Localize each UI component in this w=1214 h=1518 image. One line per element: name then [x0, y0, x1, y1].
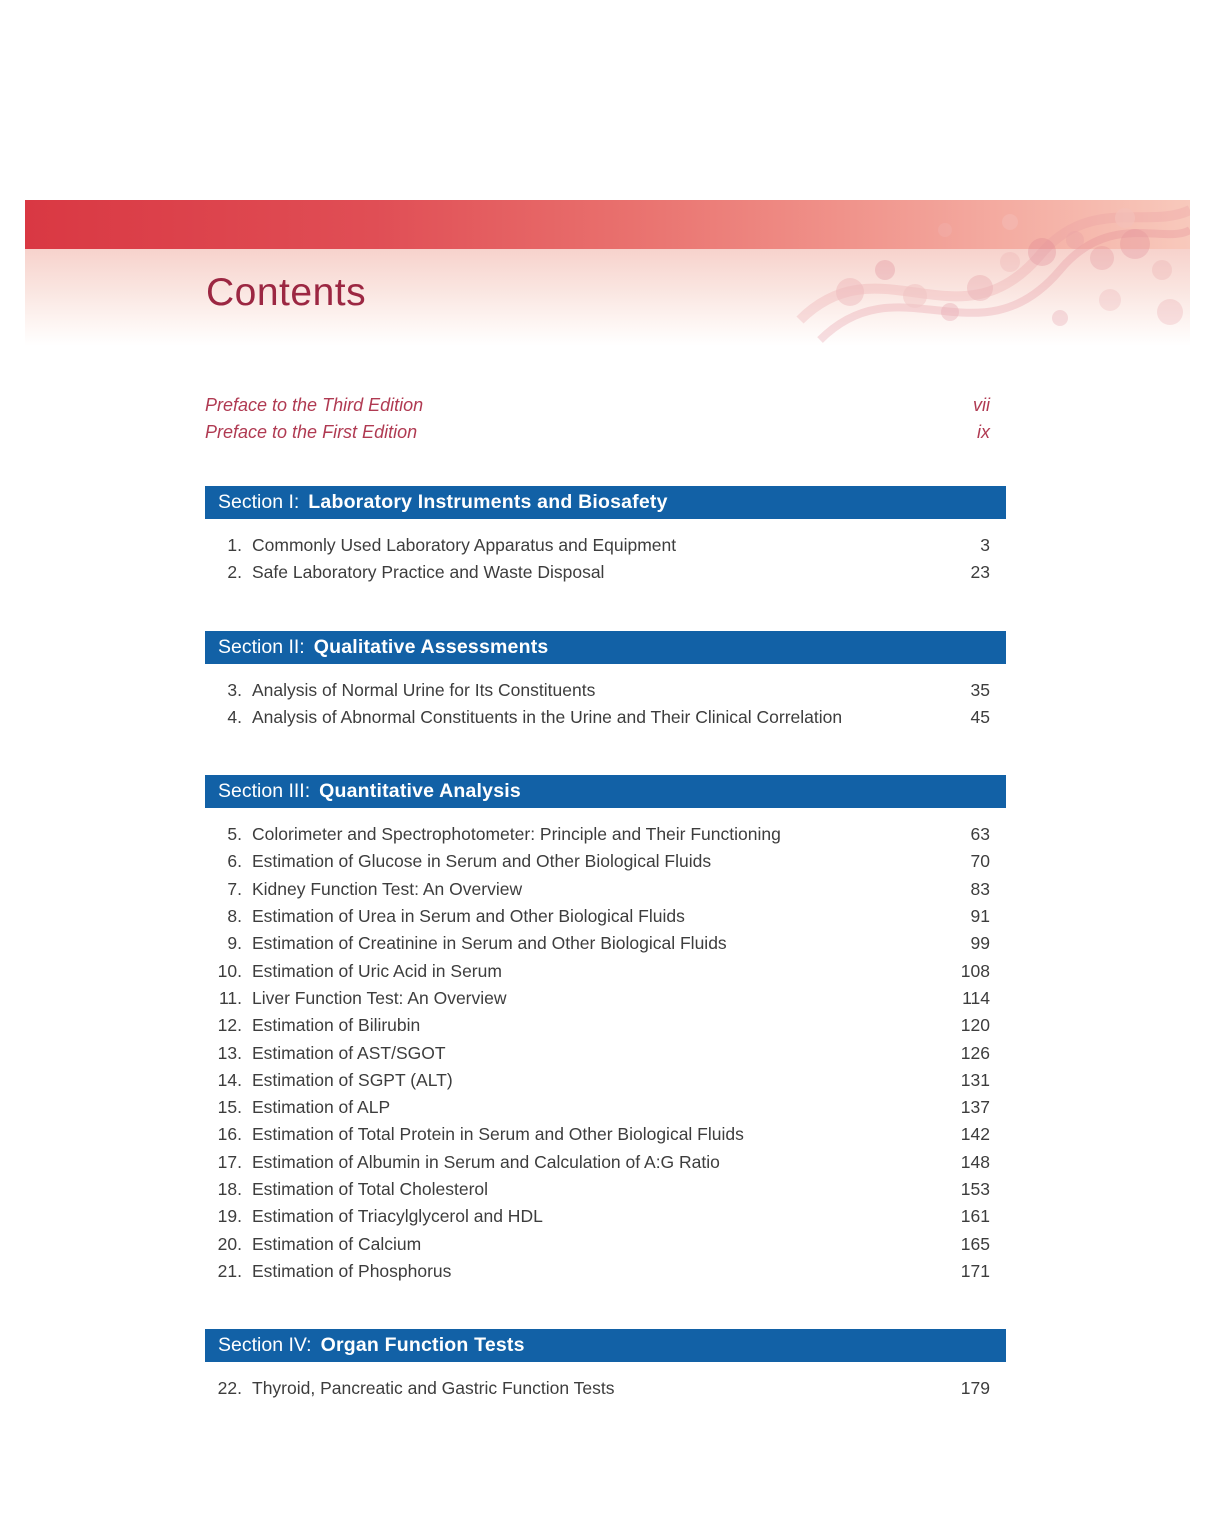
entry-title: Analysis of Normal Urine for Its Constituents: [252, 679, 596, 700]
entry-page-number: 120: [960, 1015, 990, 1036]
entry-page-number: 70: [970, 851, 990, 872]
entry-title: Estimation of Glucose in Serum and Other Biological Fluids: [252, 851, 712, 872]
entry-page-number: 137: [960, 1097, 990, 1118]
section-header: [205, 775, 1006, 808]
toc-entry: [205, 677, 1006, 704]
entry-number: 2.: [227, 562, 242, 583]
toc-entry: [205, 1067, 1006, 1094]
toc-entry: [205, 903, 1006, 930]
toc-entry: [205, 876, 1006, 903]
entry-number: 21.: [217, 1260, 242, 1281]
toc-entry: [205, 1375, 1006, 1402]
toc-section: [205, 631, 1006, 732]
preface-page-number: vii: [973, 395, 990, 415]
section-title: Organ Function Tests: [320, 1334, 525, 1357]
entry-number: 14.: [217, 1069, 242, 1090]
entry-title: Estimation of Urea in Serum and Other Biological Fluids: [252, 906, 685, 927]
section-title: Quantitative Analysis: [319, 780, 521, 803]
entry-title: Estimation of Total Cholesterol: [252, 1179, 489, 1200]
entry-number: 8.: [227, 906, 242, 927]
section-title: Qualitative Assessments: [313, 635, 549, 658]
entry-title: Thyroid, Pancreatic and Gastric Function Tests: [252, 1378, 615, 1399]
entry-title: Estimation of AST/SGOT: [252, 1042, 446, 1063]
entry-title: Estimation of ALP: [252, 1097, 391, 1118]
toc-entry: [205, 1149, 1006, 1176]
entry-title: Estimation of Bilirubin: [252, 1015, 421, 1036]
entry-page-number: 131: [960, 1069, 990, 1090]
toc-entry: [205, 1121, 1006, 1148]
toc-entry: [205, 1012, 1006, 1039]
entry-number: 5.: [227, 824, 242, 845]
entry-title: Commonly Used Laboratory Apparatus and Equipment: [252, 535, 677, 555]
toc-content: [205, 392, 1006, 1403]
preface-title: Preface to the First Edition: [205, 422, 418, 442]
entry-number: 3.: [227, 679, 242, 700]
entry-number: 4.: [227, 706, 242, 727]
entry-list: [205, 1375, 1006, 1402]
entry-number: 22.: [217, 1378, 242, 1399]
entry-title: Estimation of Triacylglycerol and HDL: [252, 1206, 543, 1227]
preface-list: [205, 392, 1006, 446]
entry-page-number: 165: [960, 1233, 990, 1254]
toc-entry: [205, 1231, 1006, 1258]
toc-section: [205, 486, 1006, 587]
entry-number: 11.: [218, 987, 242, 1008]
banner-gradient-band: [25, 249, 1190, 346]
toc-section: [205, 775, 1006, 1285]
toc-entry: [205, 930, 1006, 957]
entry-title: Estimation of Total Protein in Serum and Other Biological Fluids: [252, 1124, 744, 1145]
banner: [25, 200, 1190, 346]
preface-title: Preface to the Third Edition: [205, 395, 424, 415]
entry-page-number: 148: [960, 1151, 990, 1172]
toc-entry: [205, 532, 1006, 559]
toc-entry: [205, 821, 1006, 848]
entry-number: 17.: [217, 1151, 242, 1172]
section-header: [205, 1329, 1006, 1362]
toc-section: [205, 1329, 1006, 1402]
entry-page-number: 3: [980, 535, 990, 555]
entry-number: 13.: [217, 1042, 242, 1063]
toc-entry: [205, 958, 1006, 985]
entry-page-number: 153: [960, 1179, 990, 1200]
preface-item: [205, 419, 1006, 446]
entry-title: Estimation of SGPT (ALT): [252, 1069, 453, 1090]
preface-page-number: ix: [977, 422, 990, 442]
section-header: [205, 631, 1006, 664]
entry-list: [205, 821, 1006, 1285]
entry-title: Estimation of Creatinine in Serum and Other Biological Fluids: [252, 933, 727, 954]
entry-page-number: 35: [970, 679, 990, 700]
entry-list: [205, 677, 1006, 732]
entry-list: [205, 532, 1006, 587]
entry-number: 6.: [227, 851, 242, 872]
entry-page-number: 63: [970, 824, 990, 845]
entry-title: Kidney Function Test: An Overview: [252, 878, 523, 899]
entry-title: Estimation of Albumin in Serum and Calculation of A:G Ratio: [252, 1151, 720, 1172]
entry-page-number: 108: [960, 960, 990, 981]
section-label: Section III:: [218, 780, 311, 803]
toc-entry: [205, 985, 1006, 1012]
entry-number: 1.: [227, 535, 242, 555]
toc-sections: [205, 486, 1006, 1403]
entry-page-number: 45: [970, 706, 990, 727]
toc-entry: [205, 1094, 1006, 1121]
entry-number: 7.: [227, 878, 242, 899]
entry-title: Colorimeter and Spectrophotometer: Principle and Their Functioning: [252, 824, 781, 845]
section-title: Laboratory Instruments and Biosafety: [308, 491, 668, 513]
entry-number: 16.: [217, 1124, 242, 1145]
toc-entry: [205, 1203, 1006, 1230]
entry-number: 19.: [217, 1206, 242, 1227]
entry-title: Estimation of Phosphorus: [252, 1260, 452, 1281]
toc-entry: [205, 559, 1006, 586]
entry-page-number: 161: [960, 1206, 990, 1227]
section-label: Section IV:: [218, 1334, 312, 1357]
entry-page-number: 142: [960, 1124, 990, 1145]
section-label: Section II:: [218, 635, 305, 658]
toc-entry: [205, 848, 1006, 875]
entry-title: Estimation of Calcium: [252, 1233, 422, 1254]
entry-page-number: 179: [960, 1378, 990, 1399]
entry-number: 15.: [217, 1097, 242, 1118]
section-header: [205, 486, 1006, 519]
entry-number: 9.: [227, 933, 242, 954]
toc-entry: [205, 1176, 1006, 1203]
toc-entry: [205, 1258, 1006, 1285]
entry-number: 20.: [217, 1233, 242, 1254]
banner-red-strip: [25, 200, 1190, 249]
entry-page-number: 99: [970, 933, 990, 954]
entry-page-number: 83: [970, 878, 990, 899]
entry-page-number: 114: [962, 987, 990, 1008]
entry-page-number: 126: [960, 1042, 990, 1063]
entry-page-number: 23: [970, 562, 990, 583]
entry-title: Safe Laboratory Practice and Waste Disposal: [252, 562, 605, 583]
entry-number: 12.: [217, 1015, 242, 1036]
entry-number: 18.: [217, 1179, 242, 1200]
entry-page-number: 91: [970, 906, 990, 927]
toc-entry: [205, 704, 1006, 731]
preface-item: [205, 392, 1006, 419]
toc-entry: [205, 1040, 1006, 1067]
entry-title: Liver Function Test: An Overview: [252, 987, 507, 1008]
section-label: Section I:: [218, 491, 300, 513]
entry-page-number: 171: [960, 1260, 990, 1281]
entry-title: Analysis of Abnormal Constituents in the Urine and Their Clinical Correlation: [252, 706, 843, 727]
entry-title: Estimation of Uric Acid in Serum: [252, 960, 502, 981]
page-title: Contents: [206, 271, 367, 314]
entry-number: 10.: [217, 960, 242, 981]
